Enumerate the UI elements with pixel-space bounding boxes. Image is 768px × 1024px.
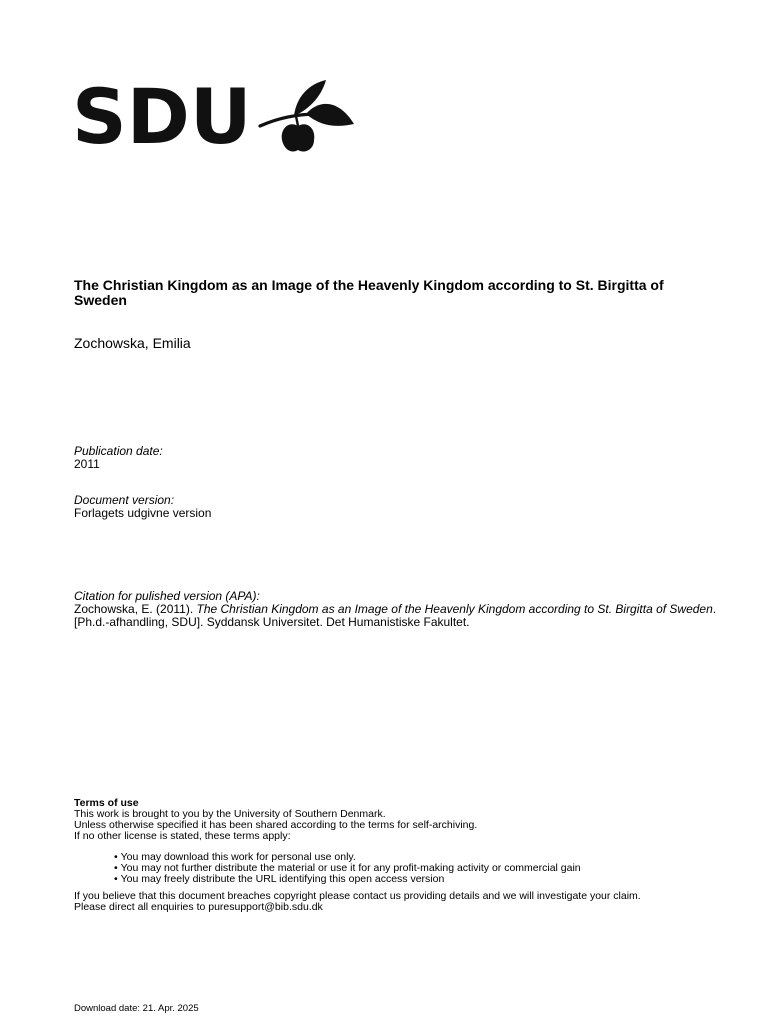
terms-intro-line: Unless otherwise specified it has been shared according to the terms for self-archiving.	[74, 819, 478, 831]
terms-bullet: • You may download this work for personal use only.	[114, 852, 734, 863]
terms-intro-line: This work is brought to you by the University of Southern Denmark.	[74, 808, 386, 820]
terms-outro-line: Please direct all enquiries to puresupport@bib.sdu.dk	[74, 901, 323, 913]
terms-bullet: • You may not further distribute the material or use it for any profit-making activity or commercial gain	[114, 863, 734, 874]
citation-suffix: . [Ph.d.-afhandling, SDU]. Syddansk Universitet. Det Humanistiske Fakultet.	[74, 602, 717, 629]
document-title: The Christian Kingdom as an Image of the Heavenly Kingdom according to St. Birgitta of Sweden	[74, 277, 664, 308]
apple-branch-icon	[258, 78, 358, 156]
publication-date-value: 2011	[74, 457, 100, 471]
sdu-logo	[72, 72, 362, 161]
citation-text	[74, 603, 734, 629]
terms-list	[74, 852, 734, 885]
logo-wordmark: SDU	[72, 72, 252, 161]
publication-date-label: Publication date:	[74, 444, 163, 458]
terms-intro-line: If no other license is stated, these terms apply:	[74, 830, 291, 842]
terms-of-use	[74, 798, 734, 913]
citation-title: The Christian Kingdom as an Image of the Heavenly Kingdom according to St. Birgitta of Sweden	[196, 602, 713, 616]
document-version-label: Document version:	[74, 493, 175, 507]
citation-prefix: Zochowska, E. (2011).	[74, 602, 197, 616]
document-version-value: Forlagets udgivne version	[74, 506, 212, 520]
terms-bullet: • You may freely distribute the URL identifying this open access version	[114, 874, 734, 885]
terms-outro-line: If you believe that this document breaches copyright please contact us providing details and we will investigate your claim.	[74, 890, 641, 902]
terms-heading: Terms of use	[74, 797, 139, 809]
download-date: Download date: 21. Apr. 2025	[74, 1003, 199, 1014]
citation-label: Citation for pulished version (APA):	[74, 589, 260, 603]
author-name: Zochowska, Emilia	[74, 335, 191, 351]
